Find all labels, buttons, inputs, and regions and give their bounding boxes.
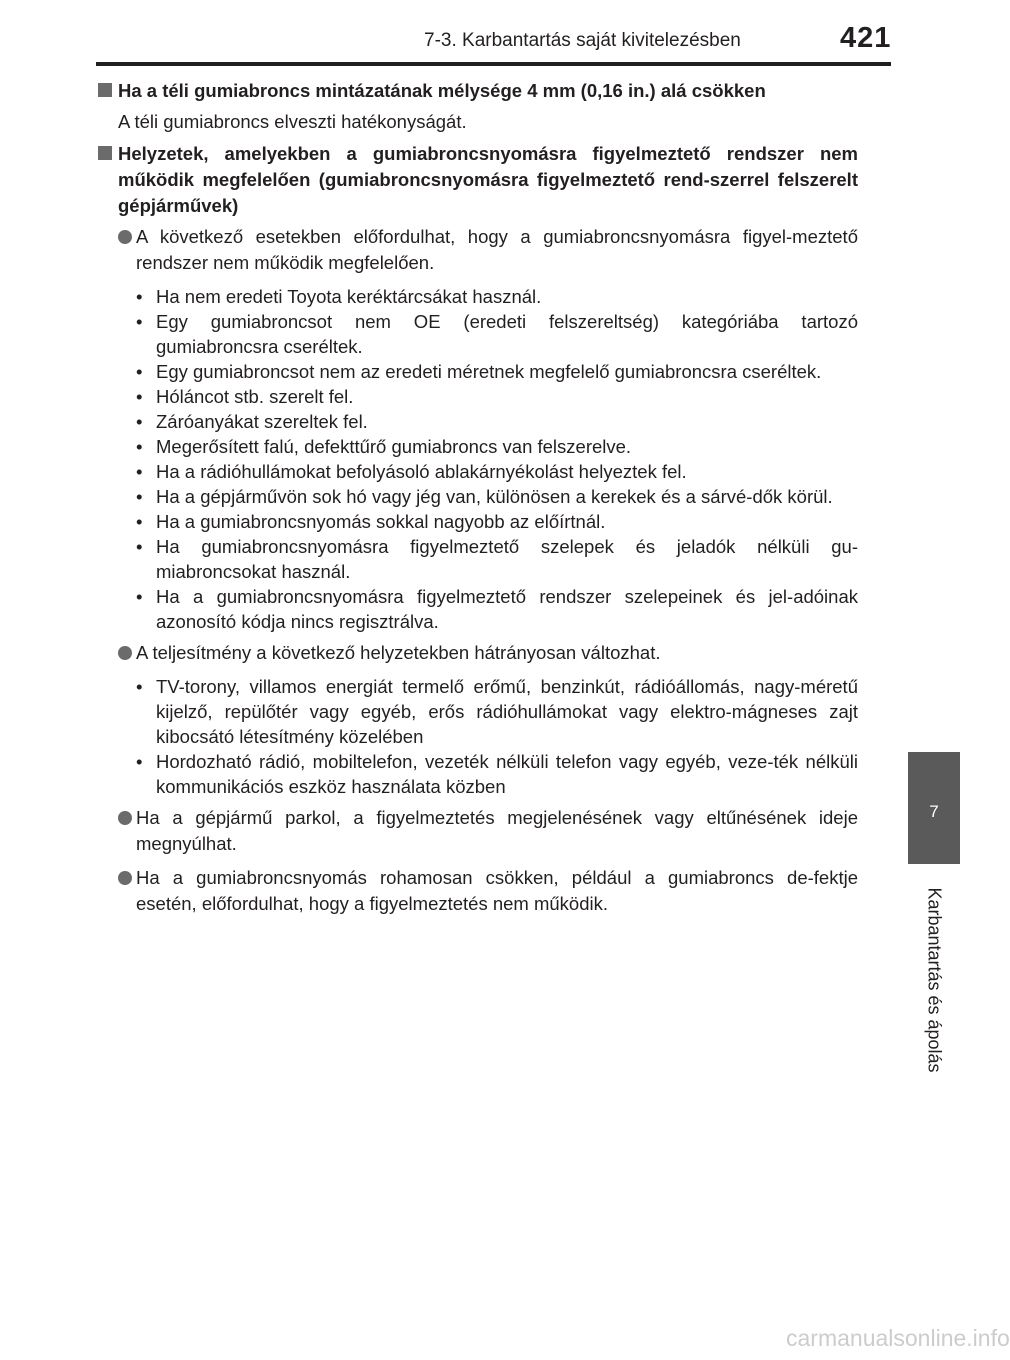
circle-point <box>96 224 858 276</box>
list-item: • Ha a gépjárművön sok hó vagy jég van, különösen a kerekek és a sárvé-dők körül. <box>96 484 858 509</box>
list-item: • Hóláncot stb. szerelt fel. <box>96 384 858 409</box>
section-title: 7-3. Karbantartás saját kivitelezésben <box>424 30 741 51</box>
list-item: • Megerősített falú, defekttűrő gumiabroncs van felszerelve. <box>96 434 858 459</box>
header-divider <box>96 62 891 66</box>
point-text: A teljesítmény a következő helyzetekben hátrányosan változhat. <box>136 642 661 663</box>
page-content <box>96 78 858 925</box>
list-item: • Záróanyákat szereltek fel. <box>96 409 858 434</box>
point-text: A következő esetekben előfordulhat, hogy a gumiabroncsnyomásra figyel-meztető rendszer nem működik megfelelően. <box>136 226 858 273</box>
chapter-number: 7 <box>929 802 939 821</box>
section-heading-text: Ha a téli gumiabroncs mintázatának mélysége 4 mm (0,16 in.) alá csökken <box>118 80 766 101</box>
chapter-tab <box>908 752 960 864</box>
section-heading <box>96 78 858 104</box>
circle-bullet-icon <box>118 646 132 660</box>
chapter-label: Karbantartás és ápolás <box>924 887 945 1073</box>
list-item: • Ha a rádióhullámokat befolyásoló ablakárnyékolást helyeztek fel. <box>96 459 858 484</box>
list-item: • Egy gumiabroncsot nem OE (eredeti felszereltség) kategóriába tartozó gumiabroncsra cseréltek. <box>96 309 858 359</box>
circle-bullet-icon <box>118 871 132 885</box>
list-item: • Hordozható rádió, mobiltelefon, vezeték nélküli telefon vagy egyéb, veze-ték nélküli kommunikációs eszköz használata közben <box>96 749 858 799</box>
circle-point <box>96 640 858 666</box>
section-body: A téli gumiabroncs elveszti hatékonyságát. <box>118 111 467 132</box>
point-text: Ha a gumiabroncsnyomás rohamosan csökken, például a gumiabroncs de-fektje esetén, előfordulhat, hogy a figyelmeztetés nem működik. <box>136 867 858 914</box>
list-item: • Egy gumiabroncsot nem az eredeti méretnek megfelelő gumiabroncsra cseréltek. <box>96 359 858 384</box>
square-bullet-icon <box>98 146 112 160</box>
bullet-list <box>96 284 858 634</box>
list-item: • Ha a gumiabroncsnyomás sokkal nagyobb az előírtnál. <box>96 509 858 534</box>
circle-bullet-icon <box>118 811 132 825</box>
square-bullet-icon <box>98 83 112 97</box>
circle-point <box>96 805 858 857</box>
watermark: carmanualsonline.info <box>786 1325 1010 1351</box>
section-heading-text: Helyzetek, amelyekben a gumiabroncsnyomásra figyelmeztető rendszer nem működik megfelelően (gumiabroncsnyomásra figyelmeztető rend-szerrel felszerelt gépjárművek) <box>118 143 858 216</box>
list-item: • Ha a gumiabroncsnyomásra figyelmeztető rendszer szelepeinek és jel-adóinak azonosító kódja nincs regisztrálva. <box>96 584 858 634</box>
page-number: 421 <box>840 22 892 54</box>
bullet-list <box>96 674 858 799</box>
list-item: • TV-torony, villamos energiát termelő erőmű, benzinkút, rádióállomás, nagy-méretű kijelző, repülőtér vagy egyéb, erős rádióhullámokat vagy elektro-mágneses zajt kibocsátó létesítmény közelében <box>96 674 858 749</box>
section-heading <box>96 141 858 219</box>
list-item: • Ha gumiabroncsnyomásra figyelmeztető szelepek és jeladók nélküli gu-miabroncsokat használ. <box>96 534 858 584</box>
point-text: Ha a gépjármű parkol, a figyelmeztetés megjelenésének vagy eltűnésének ideje megnyúlhat. <box>136 807 858 854</box>
page-header <box>0 0 960 66</box>
circle-bullet-icon <box>118 230 132 244</box>
circle-point <box>96 865 858 917</box>
list-item: • Ha nem eredeti Toyota keréktárcsákat használ. <box>96 284 858 309</box>
